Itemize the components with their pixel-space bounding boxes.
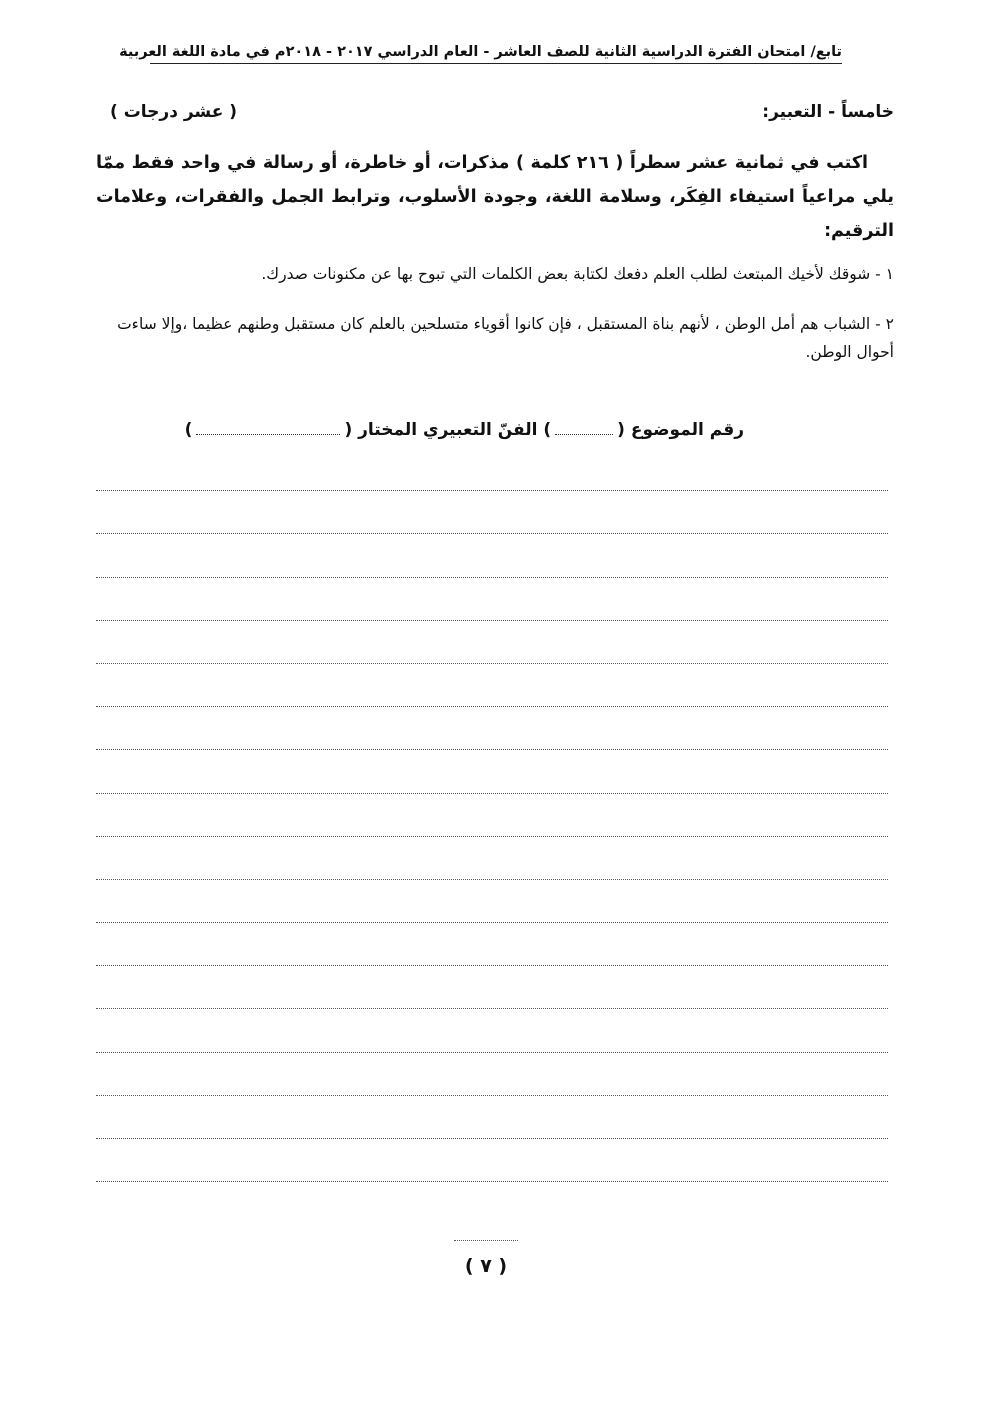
writing-line[interactable] <box>96 923 888 966</box>
topic-number-close: ) <box>543 420 552 440</box>
topic-number-blank[interactable] <box>555 420 613 435</box>
type-blank[interactable] <box>196 420 340 435</box>
writing-line[interactable] <box>96 1053 888 1096</box>
writing-line[interactable] <box>96 1139 888 1182</box>
writing-line[interactable] <box>96 707 888 750</box>
writing-line[interactable] <box>96 966 888 1009</box>
writing-line[interactable] <box>96 578 888 621</box>
chosen-topic-row <box>185 420 744 440</box>
writing-line[interactable] <box>96 664 888 707</box>
footer-rule <box>454 1240 518 1241</box>
writing-line[interactable] <box>96 534 888 577</box>
type-label: الفنّ التعبيري المختار ( <box>344 420 538 440</box>
topic-number-label: رقم الموضوع ( <box>617 420 744 440</box>
section-title: خامساً - التعبير: <box>762 102 894 122</box>
writing-line[interactable] <box>96 794 888 837</box>
section-heading-row <box>110 102 894 132</box>
writing-line[interactable] <box>96 880 888 923</box>
type-close: ) <box>184 420 193 440</box>
writing-line[interactable] <box>96 621 888 664</box>
writing-line[interactable] <box>96 491 888 534</box>
writing-line[interactable] <box>96 1096 888 1139</box>
topic-1: ١ - شوقك لأخيك المبتعث لطلب العلم دفعك لكتابة بعض الكلمات التي تبوح بها عن مكنونات صدرك. <box>261 265 894 283</box>
topic-2: ٢ - الشباب هم أمل الوطن ، لأنهم بناة المستقبل ، فإن كانوا أقوياء متسلحين بالعلم كان مستقبل وطنهم عظيما ،وإلا ساءت أحوال الوطن. <box>117 315 894 361</box>
writing-lines <box>96 448 888 1182</box>
writing-line[interactable] <box>96 750 888 793</box>
exam-header: تابع/ امتحان الفترة الدراسية الثانية للصف العاشر - العام الدراسي ٢٠١٧ - ٢٠١٨م في مادة اللغة العربية <box>150 44 842 64</box>
page-number: ( ٧ ) <box>464 1255 508 1277</box>
instructions-paragraph: اكتب في ثمانية عشر سطراً ( ٢١٦ كلمة ) مذكرات، أو خاطرة، أو رسالة في واحد فقط ممّا يلي مراعياً استيفاء الفِكَر، وسلامة اللغة، وجودة الأسلوب، وترابط الجمل والفقرات، وعلامات الترقيم: <box>96 153 894 241</box>
writing-line[interactable] <box>96 1009 888 1052</box>
section-marks: ( عشر درجات ) <box>110 102 238 122</box>
writing-line[interactable] <box>96 448 888 491</box>
writing-line[interactable] <box>96 837 888 880</box>
